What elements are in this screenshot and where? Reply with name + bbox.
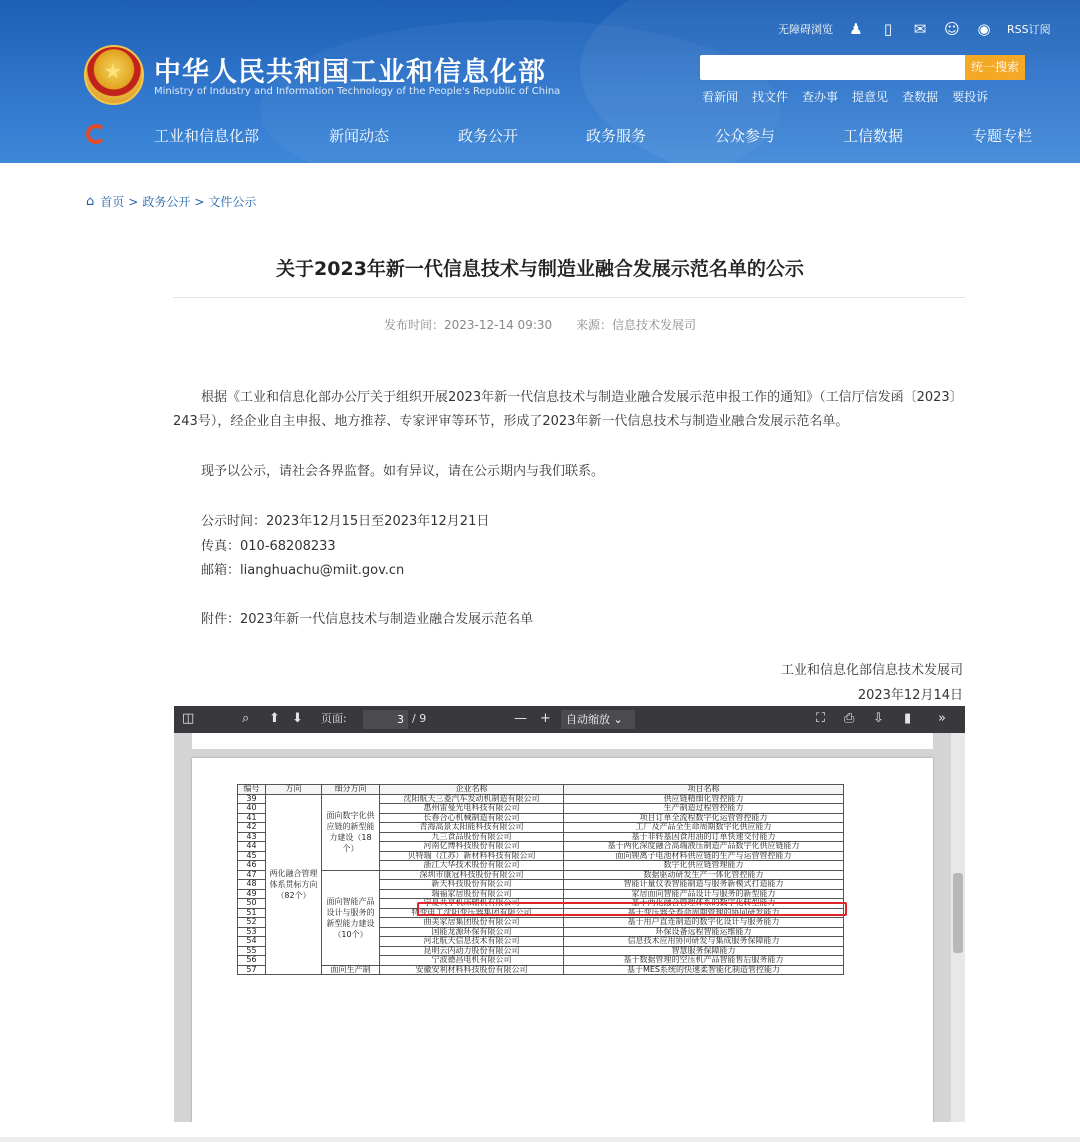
article-meta [0,316,1080,333]
nav-item-data[interactable]: 工信数据 [843,127,904,145]
article-title: 关于2023年新一代信息技术与制造业融合发展示范名单的公示 [276,258,804,280]
accessibility-link[interactable]: 无障碍浏览 [778,23,833,36]
table-cell: 47 [238,870,266,880]
table-cell: 供应链精细化管控能力 [564,794,844,804]
table-cell: 面向智能产品设计与服务的新型能力建设（10个） [322,870,380,965]
column-header: 细分方向 [322,785,380,795]
table-cell: 数据驱动研发生产一体化管控能力 [564,870,844,880]
nav-item-participation[interactable]: 公众参与 [715,127,776,145]
table-cell: 浙江大华技术股份有限公司 [380,861,564,871]
article-paragraph: 现予以公示，请社会各界监督。如有异议，请在公示期内与我们联系。 [201,464,605,479]
table-cell: 面向生产制 [322,965,380,975]
zoom-in-icon[interactable]: + [540,711,551,726]
contact-email[interactable]: 邮箱：lianghuachu@miit.gov.cn [201,563,405,578]
quick-link-news[interactable]: 看新闻 [702,90,739,104]
e-logo-icon [86,124,106,144]
wechat-icon[interactable]: ♟ [849,20,863,38]
column-header: 项目名称 [564,785,844,795]
table-cell: 昆明云内动力股份有限公司 [380,946,564,956]
table-cell: 青海高景太阳能科技有限公司 [380,823,564,833]
breadcrumb-file-notice[interactable]: 文件公示 [208,195,257,209]
quick-link-files[interactable]: 找文件 [752,90,789,104]
table-cell: 河南亿博科技股份有限公司 [380,842,564,852]
table-cell: 两化融合管理体系贯标方向（82个） [266,794,322,975]
table-cell: 54 [238,937,266,947]
table-cell: 沈阳航天三菱汽车发动机制造有限公司 [380,794,564,804]
breadcrumb-separator: > [194,194,205,209]
pdf-page-previous [192,733,933,749]
table-cell: 家居面向智能产品设计与服务的新型能力 [564,889,844,899]
breadcrumb-open-government[interactable]: 政务公开 [142,195,191,209]
site-title[interactable]: 中华人民共和国工业和信息化部 [154,57,546,88]
column-header: 企业名称 [380,785,564,795]
table-cell: 惠州雷曼光电科技有限公司 [380,804,564,814]
sidebar-toggle-icon[interactable]: ◫ [182,711,195,726]
table-cell: 49 [238,889,266,899]
table-cell: 深圳市康冠科技股份有限公司 [380,870,564,880]
nav-item-topics[interactable]: 专题专栏 [972,127,1033,145]
table-row [238,794,844,804]
page-label: 页面: [321,712,347,725]
article-paragraph: 根据《工业和信息化部办公厅关于组织开展2023年新一代信息技术与制造业融合发展示范申报工作的通知》（工信厅信发函〔2023〕243号），经企业自主申报、地方推荐、专家评审等环节，形成了2023年新一代信息技术与制造业融合发展示范名单。 [173,390,963,429]
table-cell: 46 [238,861,266,871]
table-cell: 基于变压器全寿命周期管理的协同研发能力 [564,908,844,918]
page-total: / 9 [412,712,427,725]
article-source: 来源：信息技术发展司 [575,318,696,332]
table-cell: 45 [238,851,266,861]
table-cell: 48 [238,880,266,890]
table-cell: 50 [238,899,266,909]
table-cell: 智慧服务保障能力 [564,946,844,956]
title-divider [173,297,965,298]
mail-icon[interactable]: ✉ [913,20,927,38]
table-cell: 面向数字化供应链的新型能力建设（18个） [322,794,380,870]
zoom-select[interactable]: 自动缩放 ⌄ [561,710,635,729]
table-cell: 40 [238,804,266,814]
zoom-out-icon[interactable]: — [514,711,527,726]
previous-page-icon[interactable]: ⬆ [269,711,280,726]
table-cell: 瑞福家居股份有限公司 [380,889,564,899]
find-icon[interactable]: ⌕ [242,711,250,726]
table-cell: 特变电工沈阳变压器集团有限公司 [380,908,564,918]
table-cell: 宁波德昌电机有限公司 [380,956,564,966]
table-cell: 国能龙源环保有限公司 [380,927,564,937]
notice-period: 公示时间：2023年12月15日至2023年12月21日 [201,514,490,529]
table-cell: 长春合心机械制造有限公司 [380,813,564,823]
table-cell: 52 [238,918,266,928]
table-header-row [238,785,844,795]
demonstration-list-table [237,784,844,975]
table-cell: 项目订单全流程数字化运营管控能力 [564,813,844,823]
table-cell: 基于用户直连制造的数字化设计与服务能力 [564,918,844,928]
column-header: 方向 [266,785,322,795]
weixin-icon[interactable]: ☺ [944,20,960,38]
main-nav [0,116,1080,154]
nav-item-services[interactable]: 政务服务 [586,127,647,145]
next-page-icon[interactable]: ⬇ [292,711,303,726]
home-icon: ⌂ [86,194,95,209]
table-cell: 53 [238,927,266,937]
page-bottom-bar [0,1137,1080,1142]
site-header [0,0,1080,163]
weibo-icon[interactable]: ◉ [977,20,991,38]
nav-item-ministry[interactable]: 工业和信息化部 [154,127,260,145]
scrollbar-thumb[interactable] [953,873,963,953]
table-cell: 42 [238,823,266,833]
table-cell: 43 [238,832,266,842]
table-cell: 面向锂离子电池材料供应链的生产与运营管控能力 [564,851,844,861]
quick-links [702,88,1002,105]
table-cell: 九三食品股份有限公司 [380,832,564,842]
site-subtitle: Ministry of Industry and Information Technology of the People's Republic of China [154,86,561,97]
table-cell: 安徽安利材料科技股份有限公司 [380,965,564,975]
search-input[interactable] [700,55,965,80]
download-icon[interactable]: ⇩ [873,711,884,726]
table-cell: 基于数据管理的空压机产品智能售后服务能力 [564,956,844,966]
bookmark-icon[interactable]: ▮ [904,711,912,726]
table-cell: 曲美家居集团股份有限公司 [380,918,564,928]
table-cell: 56 [238,956,266,966]
highlight-box [417,902,847,916]
table-cell: 57 [238,965,266,975]
table-cell: 环保设备远程智能运维能力 [564,927,844,937]
tools-menu-icon[interactable]: » [938,711,946,726]
pdf-toolbar [174,706,965,733]
rss-link[interactable]: RSS订阅 [1007,23,1051,36]
mobile-icon[interactable]: ▯ [883,20,893,38]
top-links [778,18,1065,40]
page-number-input[interactable]: 3 [363,710,408,729]
quick-link-services[interactable]: 查办事 [802,90,839,104]
table-cell: 新天科技股份有限公司 [380,880,564,890]
quick-link-feedback[interactable]: 提意见 [852,90,889,104]
table-row [238,965,844,975]
table-cell: 贝特瑞（江苏）新材料科技有限公司 [380,851,564,861]
nav-item-news[interactable]: 新闻动态 [329,127,390,145]
table-cell: 39 [238,794,266,804]
table-cell: 41 [238,813,266,823]
signature-date: 2023年12月14日 [857,688,963,703]
pdf-viewer [174,706,965,1122]
column-header: 编号 [238,785,266,795]
quick-link-data[interactable]: 查数据 [902,90,939,104]
pdf-scrollbar[interactable] [951,733,965,1122]
table-cell: 数字化供应链管理能力 [564,861,844,871]
zoom-value: 自动缩放 [566,713,610,726]
table-cell: 河北航天信息技术有限公司 [380,937,564,947]
quick-link-complaint[interactable]: 要投诉 [952,90,989,104]
contact-fax: 传真：010-68208233 [201,539,336,554]
search-button[interactable]: 统一搜索 [965,55,1025,80]
table-cell: 基于MES系统的快速柔智能化制造管控能力 [564,965,844,975]
breadcrumb-home[interactable]: 首页 [100,195,125,209]
table-cell: 信息技术应用协同研发与集成服务保障能力 [564,937,844,947]
breadcrumb-separator: > [128,194,139,209]
signature: 工业和信息化部信息技术发展司 [780,663,963,678]
table-cell: 生产制造过程管控能力 [564,804,844,814]
publish-time: 发布时间：2023-12-14 09:30 [384,318,553,332]
nav-item-open-government[interactable]: 政务公开 [458,127,519,145]
breadcrumb [86,193,256,210]
table-cell: 工厂及产品全生命周期数字化供应能力 [564,823,844,833]
national-emblem-icon[interactable]: ★ [84,45,144,105]
attachment-link[interactable]: 附件：2023年新一代信息技术与制造业融合发展示范名单 [201,612,534,627]
table-cell: 44 [238,842,266,852]
table-cell: 智能计量仪表智能制造与服务新模式打造能力 [564,880,844,890]
table-cell: 宁夏共享机床辅机有限公司 [380,899,564,909]
presentation-mode-icon[interactable]: ⛶ [816,711,826,726]
table-cell: 55 [238,946,266,956]
print-icon[interactable]: ⎙ [844,711,855,726]
table-cell: 基于两化深度融合高端液压制造产品数字化供应链能力 [564,842,844,852]
table-cell: 51 [238,908,266,918]
table-cell: 基于两化融合管理体系的数字化转型能力 [564,899,844,909]
table-cell: 基于非转基因食用油的订单快速交付能力 [564,832,844,842]
